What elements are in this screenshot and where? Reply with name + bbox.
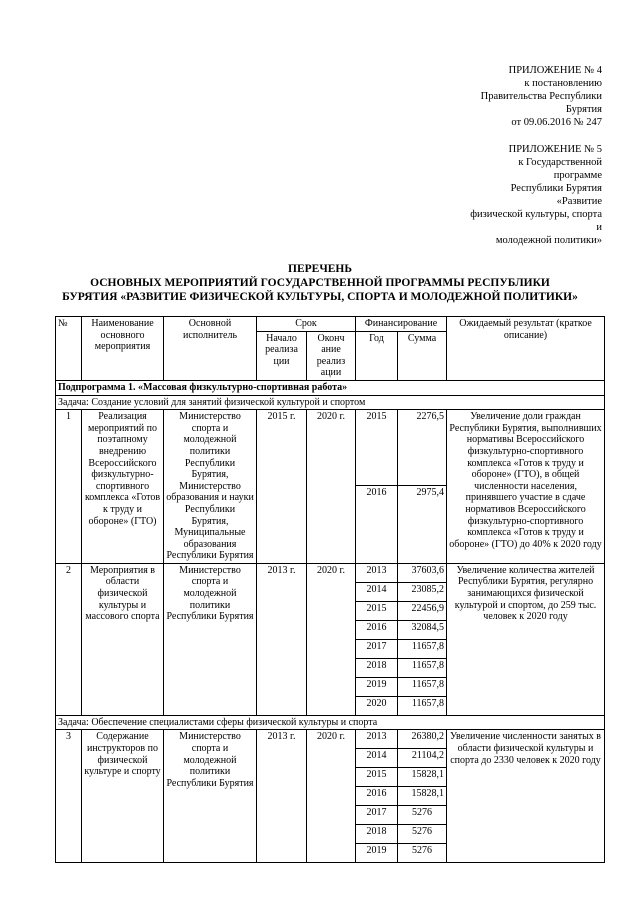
row-end: 2020 г. [307, 410, 356, 564]
row-sum: 26380,2 [398, 730, 447, 749]
header-term-start: Начало реализа ции [257, 331, 307, 380]
row-start: 2015 г. [257, 410, 307, 564]
appendix-5-line: «Развитие [556, 196, 602, 207]
row-year: 2013 [356, 730, 398, 749]
row-year: 2016 [356, 787, 398, 806]
appendix-4-line: к постановлению [524, 78, 602, 89]
row-year: 2020 [356, 696, 398, 715]
header-fin-sum: Сумма [398, 331, 447, 380]
row-year: 2017 [356, 806, 398, 825]
subprogram-row [56, 380, 605, 395]
table-row [56, 410, 605, 486]
row-sum: 37603,6 [398, 563, 447, 582]
row-end: 2020 г. [307, 563, 356, 715]
row-result: Увеличение количества жителей Республики Бурятия, регулярно занимающихся физической культурой и спортом, до 259 тыс. человек к 2020 году [447, 563, 605, 715]
row-year: 2016 [356, 620, 398, 639]
title-line: ПЕРЕЧЕНЬ [288, 263, 352, 275]
header-name: Наименование основного мероприятия [82, 317, 164, 381]
appendix-4-line: Правительства Республики [480, 91, 602, 102]
task-title: Задача: Создание условий для занятий физической культурой и спортом [56, 395, 605, 410]
row-executor: Министерство спорта и молодежной политики Республики Бурятия, Министерство образования и науки Республики Бурятия, Муниципальные образования Республики Бурятия [164, 410, 257, 564]
row-sum: 21104,2 [398, 749, 447, 768]
appendix-4-line: от 09.06.2016 № 247 [511, 117, 602, 128]
row-result: Увеличение доли граждан Республики Бурятия, выполнивших нормативы Всероссийского физкультурно-спортивного комплекса «Готов к труду и обороне» (ГТО), в общей численности населения, принявшего участие в сдаче нормативов Всероссийского физкультурно-спортивного комплекса «Готов к труду и обороне» (ГТО) до 40% к 2020 году [447, 410, 605, 564]
row-sum: 11657,8 [398, 639, 447, 658]
row-year: 2014 [356, 582, 398, 601]
appendix-5-line: программе [553, 170, 602, 181]
subprogram-title: Подпрограмма 1. «Массовая физкультурно-спортивная работа» [56, 380, 605, 395]
row-sum: 5276 [398, 844, 447, 863]
row-result: Увеличение численности занятых в области физической культуры и спорта до 2330 человек к 2020 году [447, 730, 605, 863]
row-executor: Министерство спорта и молодежной политики Республики Бурятия [164, 730, 257, 863]
header-term: Срок [257, 317, 356, 332]
title-line: БУРЯТИЯ «РАЗВИТИЕ ФИЗИЧЕСКОЙ КУЛЬТУРЫ, СПОРТА И МОЛОДЕЖНОЙ ПОЛИТИКИ» [62, 291, 578, 303]
row-sum: 22456,9 [398, 601, 447, 620]
row-sum: 15828,1 [398, 787, 447, 806]
row-num: 2 [56, 563, 82, 715]
row-year: 2018 [356, 658, 398, 677]
document-title [40, 262, 600, 304]
header-financing: Финансирование [356, 317, 447, 332]
row-sum: 32084,5 [398, 620, 447, 639]
appendix-5-line: Республики Бурятия [510, 183, 602, 194]
appendix-4-line: ПРИЛОЖЕНИЕ № 4 [508, 65, 602, 76]
table-header-row [56, 317, 605, 332]
row-sum: 23085,2 [398, 582, 447, 601]
row-executor: Министерство спорта и молодежной политики Республики Бурятия [164, 563, 257, 715]
row-name: Содержание инструкторов по физической культуре и спорту [82, 730, 164, 863]
row-year: 2019 [356, 844, 398, 863]
row-sum: 5276 [398, 825, 447, 844]
table-row [56, 563, 605, 582]
appendix-5-line: ПРИЛОЖЕНИЕ № 5 [508, 144, 602, 155]
row-year: 2018 [356, 825, 398, 844]
row-name: Реализация мероприятий по поэтапному внедрению Всероссийского физкультурно-спортивного комплекса «Готов к труду и обороне» (ГТО) [82, 410, 164, 564]
row-num: 3 [56, 730, 82, 863]
header-num: № [56, 317, 82, 381]
row-start: 2013 г. [257, 730, 307, 863]
row-year: 2013 [356, 563, 398, 582]
table-row [56, 730, 605, 749]
row-name: Мероприятия в области физической культуры и массового спорта [82, 563, 164, 715]
row-sum: 15828,1 [398, 768, 447, 787]
appendix-5-line: физической культуры, спорта [470, 209, 602, 220]
appendix-4-line: Бурятия [565, 104, 602, 115]
row-year: 2015 [356, 768, 398, 787]
row-sum: 11657,8 [398, 658, 447, 677]
row-year: 2014 [356, 749, 398, 768]
appendix-5-line: и [596, 222, 602, 233]
appendix-5-header [470, 143, 602, 247]
row-year: 2019 [356, 677, 398, 696]
header-result: Ожидаемый результат (краткое описание) [447, 317, 605, 381]
title-line: ОСНОВНЫХ МЕРОПРИЯТИЙ ГОСУДАРСТВЕННОЙ ПРОГРАММЫ РЕСПУБЛИКИ [90, 277, 550, 289]
row-sum: 2975,4 [398, 485, 447, 563]
task-title: Задача: Обеспечение специалистами сферы физической культуры и спорта [56, 715, 605, 730]
row-year: 2015 [356, 410, 398, 486]
row-end: 2020 г. [307, 730, 356, 863]
appendix-4-header [481, 64, 602, 129]
row-year: 2016 [356, 485, 398, 563]
row-year: 2017 [356, 639, 398, 658]
row-sum: 11657,8 [398, 677, 447, 696]
row-year: 2015 [356, 601, 398, 620]
header-executor: Основной исполнитель [164, 317, 257, 381]
appendix-5-line: к Государственной [518, 157, 602, 168]
task-row [56, 715, 605, 730]
row-start: 2013 г. [257, 563, 307, 715]
header-fin-year: Год [356, 331, 398, 380]
row-num: 1 [56, 410, 82, 564]
measures-table [55, 316, 605, 863]
task-row [56, 395, 605, 410]
appendix-5-line: молодежной политики» [495, 235, 602, 246]
row-sum: 2276,5 [398, 410, 447, 486]
header-term-end: Оконч ание реализ ации [307, 331, 356, 380]
row-sum: 11657,8 [398, 696, 447, 715]
row-sum: 5276 [398, 806, 447, 825]
